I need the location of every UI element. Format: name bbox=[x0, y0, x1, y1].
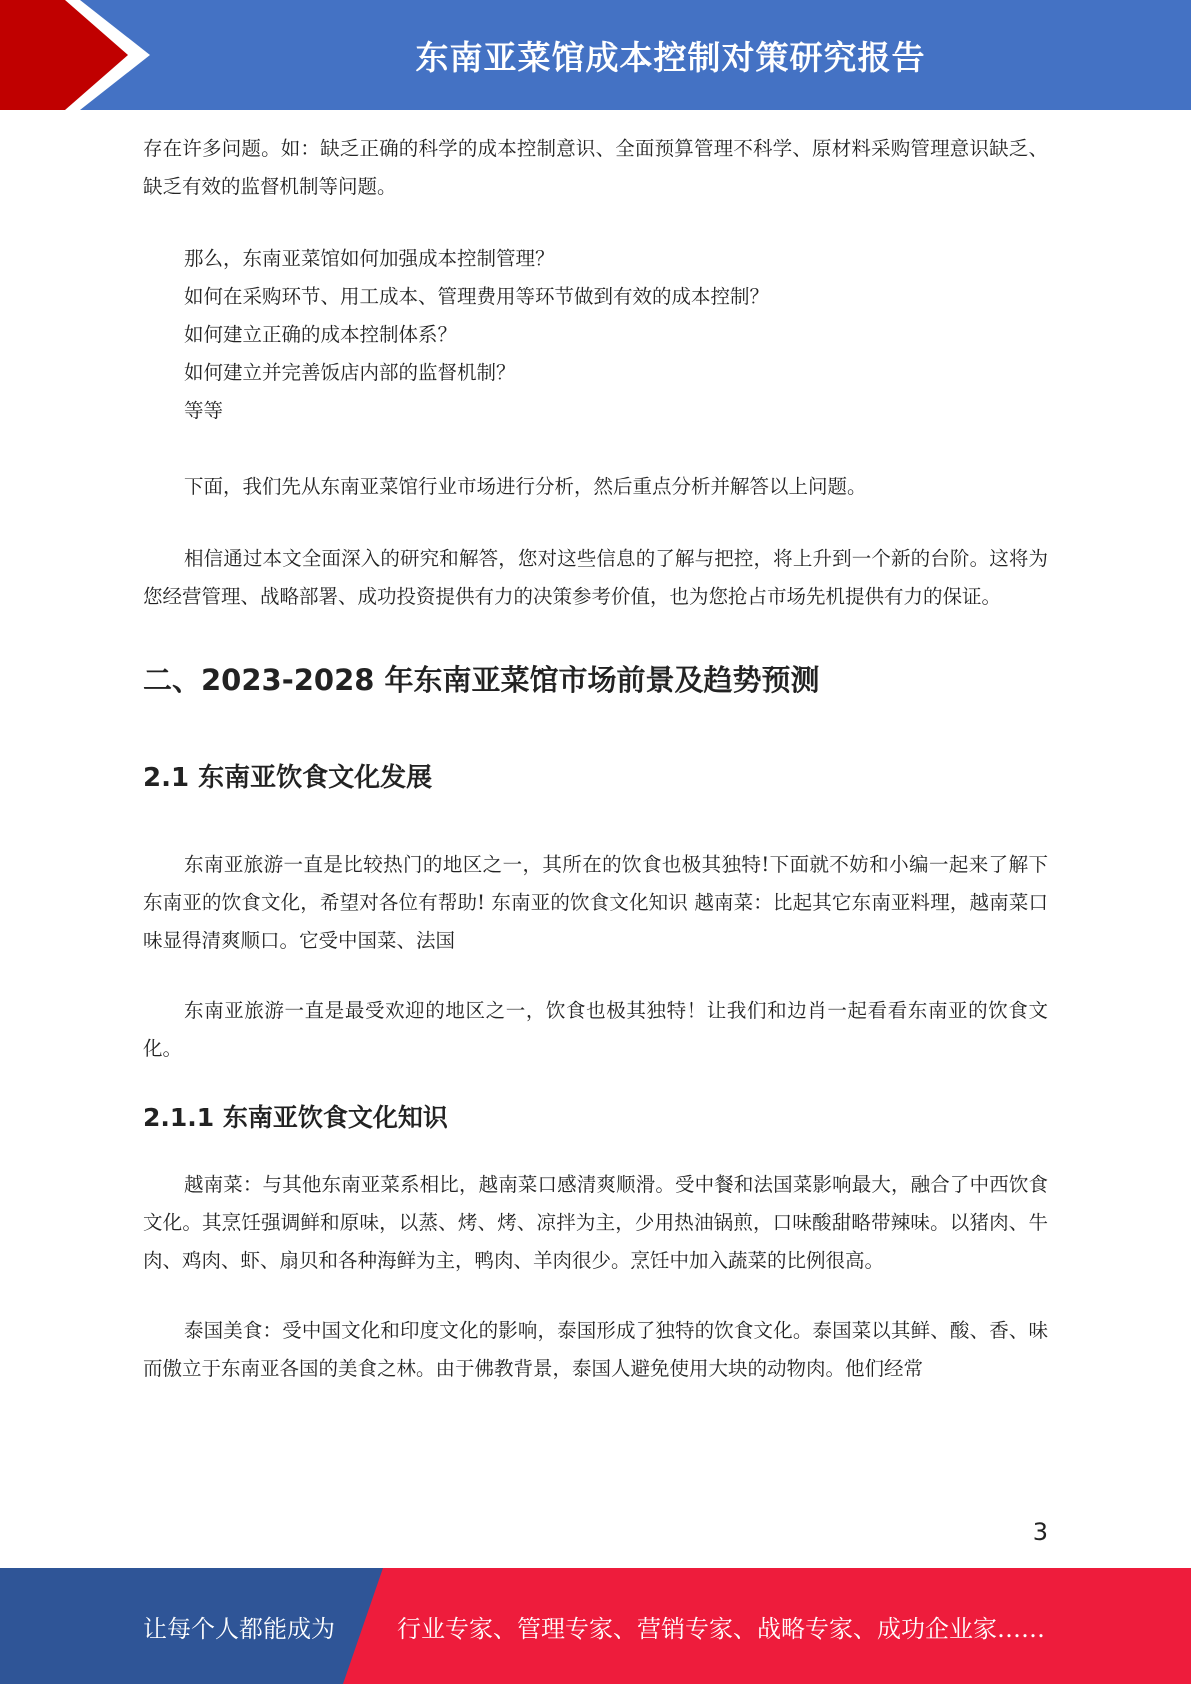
question-item: 如何建立并完善饭店内部的监督机制？ bbox=[184, 361, 516, 384]
page-footer bbox=[0, 1568, 1191, 1684]
paragraph: 存在许多问题。如：缺乏正确的科学的成本控制意识、全面预算管理不科学、原材料采购管理意识缺乏、缺乏有效的监督机制等问题。 bbox=[143, 137, 1048, 198]
header-arrow-decoration bbox=[0, 0, 160, 110]
section-heading: 二、2023-2028 年东南亚菜馆市场前景及趋势预测 bbox=[143, 663, 820, 697]
subsection-heading: 2.1 东南亚饮食文化发展 bbox=[143, 763, 433, 793]
question-item: 如何建立正确的成本控制体系？ bbox=[184, 323, 458, 346]
footer-slogan-right: 行业专家、管理专家、营销专家、战略专家、成功企业家…… bbox=[397, 1614, 1045, 1643]
page-number: 3 bbox=[1032, 1518, 1048, 1546]
paragraph: 相信通过本文全面深入的研究和解答，您对这些信息的了解与把控，将上升到一个新的台阶。这将为您经营管理、战略部署、成功投资提供有力的决策参考价值，也为您抢占市场先机提供有力的保证。 bbox=[143, 547, 1048, 608]
paragraph: 东南亚旅游一直是比较热门的地区之一，其所在的饮食也极其独特!下面就不妨和小编一起来了解下东南亚的饮食文化，希望对各位有帮助! 东南亚的饮食文化知识 越南菜：比起其它东南亚料理，越南菜口味显得清爽顺口。它受中国菜、法国 bbox=[143, 853, 1048, 952]
report-title: 东南亚菜馆成本控制对策研究报告 bbox=[415, 37, 926, 77]
footer-slogan-left: 让每个人都能成为 bbox=[143, 1614, 335, 1643]
sub-subsection-heading: 2.1.1 东南亚饮食文化知识 bbox=[143, 1103, 448, 1132]
question-item: 如何在采购环节、用工成本、管理费用等环节做到有效的成本控制？ bbox=[184, 285, 770, 308]
paragraph: 东南亚旅游一直是最受欢迎的地区之一，饮食也极其独特！让我们和边肖一起看看东南亚的饮食文化。 bbox=[143, 999, 1048, 1060]
page-content bbox=[143, 130, 1048, 1388]
page-header bbox=[0, 0, 1191, 110]
paragraph: 泰国美食：受中国文化和印度文化的影响，泰国形成了独特的饮食文化。泰国菜以其鲜、酸、香、味而傲立于东南亚各国的美食之林。由于佛教背景，泰国人避免使用大块的动物肉。他们经常 bbox=[143, 1319, 1048, 1380]
paragraph: 越南菜：与其他东南亚菜系相比，越南菜口感清爽顺滑。受中餐和法国菜影响最大，融合了中西饮食文化。其烹饪强调鲜和原味，以蒸、烤、烤、凉拌为主，少用热油锅煎，口味酸甜略带辣味。以猪肉、牛肉、鸡肉、虾、扇贝和各种海鲜为主，鸭肉、羊肉很少。烹饪中加入蔬菜的比例很高。 bbox=[143, 1173, 1048, 1272]
question-item: 那么，东南亚菜馆如何加强成本控制管理？ bbox=[184, 247, 555, 270]
question-item: 等等 bbox=[184, 399, 224, 422]
paragraph: 下面，我们先从东南亚菜馆行业市场进行分析，然后重点分析并解答以上问题。 bbox=[184, 475, 867, 498]
